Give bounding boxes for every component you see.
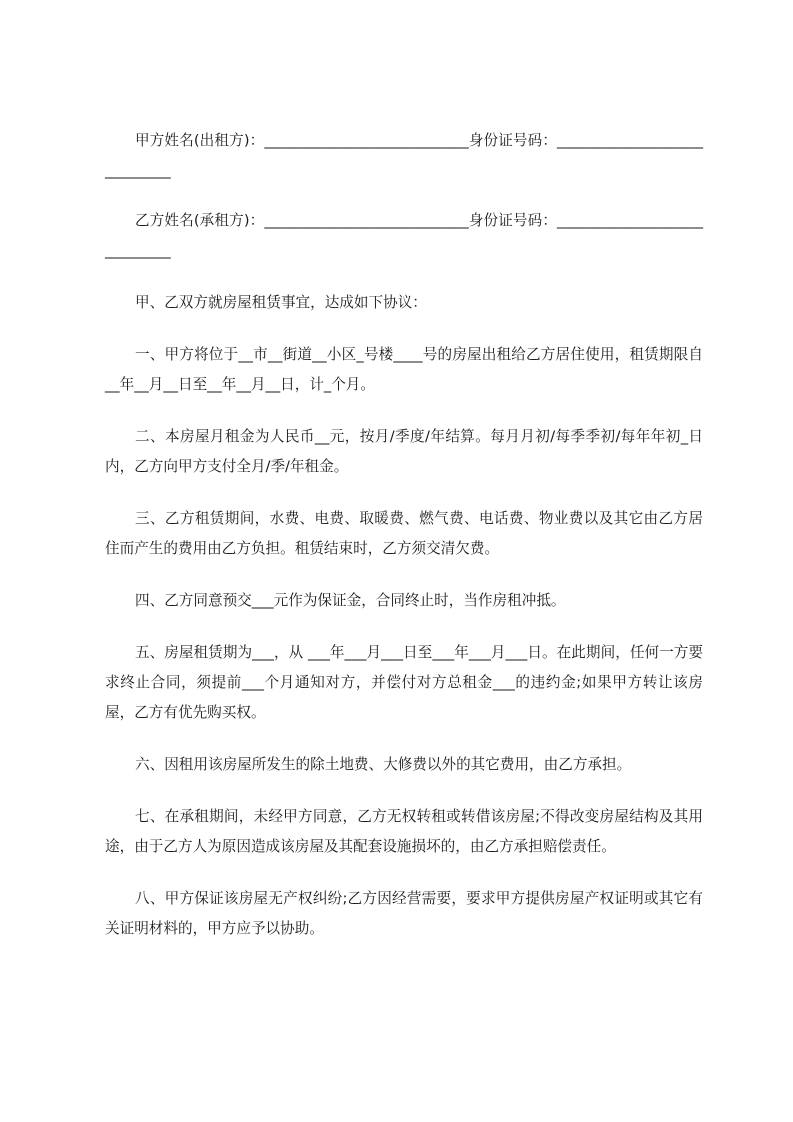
clause-1: 一、甲方将位于__市__街道__小区_号楼____号的房屋出租给乙方居住使用，租赁期限自__年__月__日至__年__月__日，计_个月。 [105, 346, 703, 393]
clause-8: 八、甲方保证该房屋无产权纠纷;乙方因经营需要，要求甲方提供房屋产权证明或其它有关证明材料的，甲方应予以协助。 [105, 890, 703, 937]
agreement-intro: 甲、乙双方就房屋租赁事宜，达成如下协议： [135, 294, 427, 311]
clause-5: 五、房屋租赁期为___，从 ___年___月___日至___年___月___日。在此期间，任何一方要求终止合同，须提前___个月通知对方，并偿付对方总租金___的违约金;如果甲方转让该房屋，乙方有优先购买权。 [105, 644, 703, 721]
clause-2: 二、本房屋月租金为人民币__元，按月/季度/年结算。每月月初/每季季初/每年年初_日内，乙方向甲方支付全月/季/年租金。 [105, 428, 703, 475]
party-b-line: 乙方姓名(承租方)：____________________________身份证号码：_____________________________ [105, 212, 703, 259]
clause-7: 七、在承租期间，未经甲方同意，乙方无权转租或转借该房屋;不得改变房屋结构及其用途，由于乙方人为原因造成该房屋及其配套设施损坏的，由乙方承担赔偿责任。 [105, 808, 703, 855]
contract-page [105, 126, 703, 944]
clause-6: 六、因租用该房屋所发生的除土地费、大修费以外的其它费用，由乙方承担。 [135, 756, 632, 773]
clause-3: 三、乙方租赁期间，水费、电费、取暖费、燃气费、电话费、物业费以及其它由乙方居住而产生的费用由乙方负担。租赁结束时，乙方须交清欠费。 [105, 510, 703, 557]
party-a-line: 甲方姓名(出租方)：____________________________身份证号码：_____________________________ [105, 132, 703, 179]
clause-4: 四、乙方同意预交___元作为保证金，合同终止时，当作房租冲抵。 [135, 592, 566, 609]
